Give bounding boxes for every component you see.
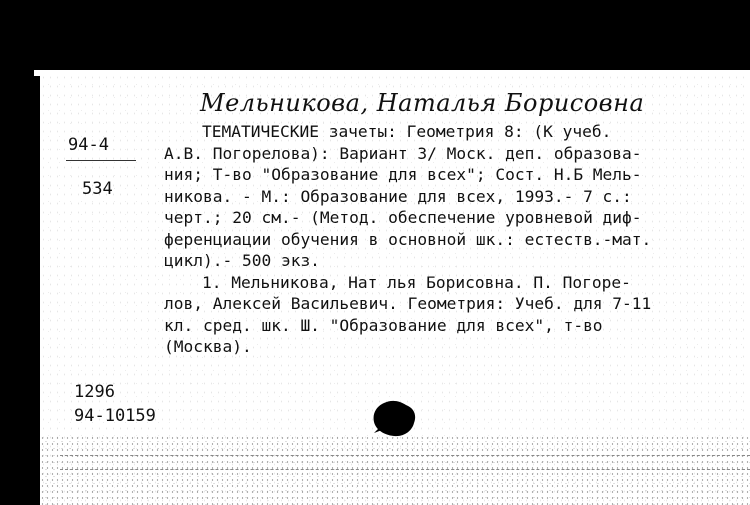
call-number-bottom: 534 — [82, 179, 113, 199]
scan-line — [60, 455, 750, 457]
card-description — [164, 121, 744, 358]
description-line: черт.; 20 см.- (Метод. обеспечение уровневой диф- — [164, 208, 642, 227]
description-line: никова. - М.: Образование для всех, 1993.- 7 с.: — [164, 186, 632, 206]
ink-blot — [370, 399, 418, 439]
tracing-line: 1. Мельникова, Нат лья Борисовна. П. Погоре- — [202, 272, 631, 292]
catalog-card — [40, 73, 750, 505]
tracing-line: (Москва). — [164, 337, 252, 356]
call-number-divider — [66, 160, 136, 161]
accession-number: 94-10159 — [74, 406, 156, 426]
record-number: 1296 — [74, 382, 115, 402]
card-heading: Мельникова, Наталья Борисовна — [200, 89, 645, 117]
tracing-line: лов, Алексей Васильевич. Геометрия: Учеб. для 7-11 — [164, 294, 652, 313]
tracing-line: кл. сред. шк. Ш. "Образование для всех", т-во — [164, 315, 603, 335]
description-line: цикл).- 500 экз. — [164, 251, 320, 270]
description-line: А.В. Погорелова): Вариант 3/ Моск. деп. образова- — [164, 143, 642, 163]
scan-line — [60, 469, 750, 471]
description-line: ТЕМАТИЧЕСКИЕ зачеты: Геометрия 8: (К учеб. — [202, 122, 612, 141]
description-line: ния; Т-во "Образование для всех"; Сост. Н.Б Мель- — [164, 165, 642, 184]
call-number-top: 94-4 — [68, 135, 109, 155]
description-line: ференциации обучения в основной шк.: естеств.-мат. — [164, 229, 652, 249]
